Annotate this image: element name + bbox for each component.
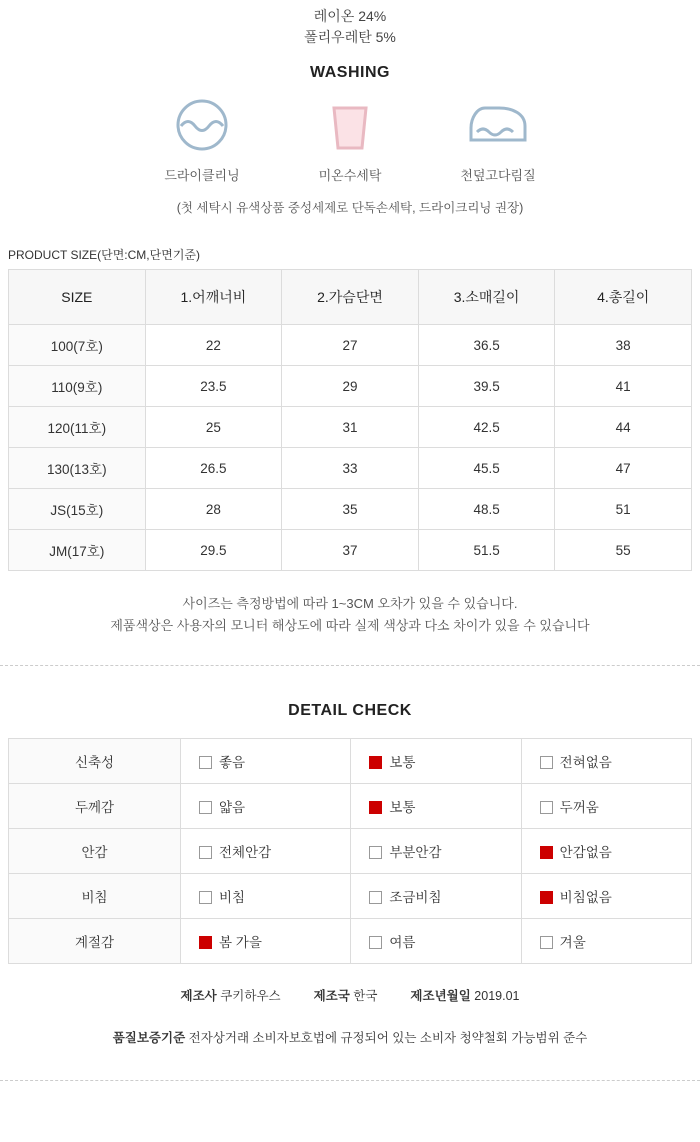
country-value: 한국 [353,989,378,1003]
detail-option-label: 안감없음 [559,845,612,860]
size-table-header-cell: SIZE [9,270,146,325]
detail-option[interactable] [521,739,691,784]
size-cell: 100(7호) [9,325,146,366]
detail-option-label: 비침 [219,890,246,905]
checkbox-icon[interactable] [369,801,382,814]
detail-option[interactable] [351,784,521,829]
size-cell: 27 [282,325,419,366]
checkbox-icon[interactable] [540,801,553,814]
size-cell: 42.5 [418,407,555,448]
table-row [9,784,692,829]
detail-option[interactable] [521,784,691,829]
detail-row-label: 안감 [9,829,181,874]
washing-item-label: 드라이클리닝 [164,168,240,183]
size-cell: 39.5 [418,366,555,407]
detail-option-label: 여름 [389,935,416,950]
checkbox-icon[interactable] [540,756,553,769]
checkbox-icon[interactable] [199,801,212,814]
checkbox-icon[interactable] [540,846,553,859]
detail-option-label: 봄 가을 [219,935,262,950]
detail-row-label: 두께감 [9,784,181,829]
composition-block [0,0,700,48]
composition-line-2: 폴리우레탄 5% [304,29,396,45]
table-row [9,448,692,489]
table-row [9,366,692,407]
size-cell: 51.5 [418,530,555,571]
detail-option-label: 보통 [389,800,416,815]
table-row [9,489,692,530]
detail-option-label: 부분안감 [389,845,442,860]
washing-item [147,96,257,184]
table-row [9,407,692,448]
iron-cover-icon [443,96,553,154]
table-row [9,739,692,784]
composition-line-1: 레이온 24% [313,8,387,24]
checkbox-icon[interactable] [369,846,382,859]
detail-option-label: 얇음 [219,800,246,815]
size-cell: 29.5 [145,530,282,571]
checkbox-icon[interactable] [369,756,382,769]
detail-option[interactable] [521,829,691,874]
hand-wash-icon [295,96,405,154]
detail-option[interactable] [521,919,691,964]
warranty-row [0,1028,700,1046]
manufacture-date-label: 제조년월일 [410,989,471,1003]
size-cell: 130(13호) [9,448,146,489]
size-note-line-1: 사이즈는 측정방법에 따라 1~3CM 오차가 있을 수 있습니다. [182,596,518,611]
table-row [9,829,692,874]
detail-option[interactable] [351,829,521,874]
size-cell: 55 [555,530,692,571]
washing-item-label: 미온수세탁 [318,168,382,183]
checkbox-icon[interactable] [540,936,553,949]
checkbox-icon[interactable] [199,891,212,904]
size-cell: JS(15호) [9,489,146,530]
washing-note: (첫 세탁시 유색상품 중성세제로 단독손세탁, 드라이크리닝 권장) [176,201,524,215]
size-cell: 38 [555,325,692,366]
washing-item-label: 천덮고다림질 [460,168,536,183]
size-cell: 23.5 [145,366,282,407]
checkbox-icon[interactable] [369,891,382,904]
maker-label: 제조사 [180,989,217,1003]
size-note [0,593,700,637]
size-cell: 29 [282,366,419,407]
washing-title: WASHING [310,64,390,81]
size-table-header-cell: 4.총길이 [555,270,692,325]
size-cell: 120(11호) [9,407,146,448]
washing-item [443,96,553,184]
detail-option-label: 조금비침 [389,890,442,905]
checkbox-icon[interactable] [540,891,553,904]
detail-option[interactable] [351,919,521,964]
size-table-header-cell: 2.가슴단면 [282,270,419,325]
table-row [9,325,692,366]
size-cell: 25 [145,407,282,448]
detail-option[interactable] [181,784,351,829]
detail-check-table [8,738,692,964]
size-table-header-cell: 3.소매길이 [418,270,555,325]
size-cell: 47 [555,448,692,489]
detail-option-label: 전혀없음 [559,755,612,770]
table-row [9,919,692,964]
detail-option-label: 두꺼움 [559,800,599,815]
detail-option[interactable] [181,919,351,964]
detail-option[interactable] [181,829,351,874]
size-cell: 33 [282,448,419,489]
country-label: 제조국 [313,989,350,1003]
table-row [9,530,692,571]
size-table-header-row [9,270,692,325]
section-divider [0,665,700,666]
detail-option[interactable] [351,739,521,784]
washing-icon-row [0,96,700,184]
detail-row-label: 비침 [9,874,181,919]
detail-option[interactable] [351,874,521,919]
size-cell: 44 [555,407,692,448]
size-cell: 26.5 [145,448,282,489]
bottom-divider [0,1080,700,1081]
checkbox-icon[interactable] [199,756,212,769]
size-cell: 28 [145,489,282,530]
detail-option[interactable] [521,874,691,919]
size-table-header-cell: 1.어깨너비 [145,270,282,325]
warranty-label: 품질보증기준 [112,1031,186,1045]
washing-item [295,96,405,184]
dry-clean-icon [147,96,257,154]
size-cell: 41 [555,366,692,407]
detail-option[interactable] [181,739,351,784]
size-cell: 48.5 [418,489,555,530]
size-cell: 110(9호) [9,366,146,407]
size-cell: 45.5 [418,448,555,489]
checkbox-icon[interactable] [369,936,382,949]
detail-option-label: 전체안감 [219,845,272,860]
warranty-text: 전자상거래 소비자보호법에 규정되어 있는 소비자 청약철회 가능범위 준수 [188,1031,588,1045]
maker-value: 쿠키하우스 [220,989,281,1003]
detail-row-label: 신축성 [9,739,181,784]
checkbox-icon[interactable] [199,936,212,949]
detail-option-label: 보통 [389,755,416,770]
detail-row-label: 계절감 [9,919,181,964]
detail-check-title: DETAIL CHECK [288,702,412,719]
size-cell: 36.5 [418,325,555,366]
size-cell: 35 [282,489,419,530]
size-cell: 22 [145,325,282,366]
size-table [8,269,692,571]
manufacture-date-value: 2019.01 [474,989,520,1003]
detail-option-label: 비침없음 [559,890,612,905]
size-cell: 37 [282,530,419,571]
table-row [9,874,692,919]
checkbox-icon[interactable] [199,846,212,859]
size-note-line-2: 제품색상은 사용자의 모니터 해상도에 따라 실제 색상과 다소 차이가 있을 수 있습니다 [110,618,590,633]
detail-option-label: 좋음 [219,755,246,770]
size-cell: 31 [282,407,419,448]
size-cell: 51 [555,489,692,530]
maker-info-row [0,986,700,1004]
detail-option[interactable] [181,874,351,919]
size-cell: JM(17호) [9,530,146,571]
size-caption: PRODUCT SIZE(단면:CM,단면기준) [8,248,200,262]
detail-option-label: 겨울 [559,935,586,950]
